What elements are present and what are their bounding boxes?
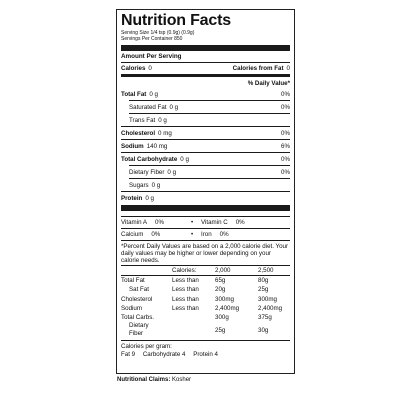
nutrient-amount: 0 g: [149, 90, 158, 98]
calories-value: 0: [148, 65, 152, 72]
nutrient-label: Sodium: [121, 142, 144, 150]
calories-fat-value: 0: [286, 65, 290, 72]
table-cell: 30g: [258, 326, 269, 334]
amount-per-serving: Amount Per Serving: [121, 53, 182, 60]
table-row: [121, 322, 290, 338]
serving-info: [121, 31, 290, 42]
table-cell: Less than: [172, 295, 199, 303]
separator-dot: •: [191, 231, 194, 238]
vitamin-label: Calcium: [121, 231, 144, 238]
table-cell: 375g: [258, 314, 272, 322]
nutrient-amount: 0 g: [151, 181, 161, 189]
table-cell: [172, 322, 215, 338]
separator-dot: •: [191, 219, 194, 226]
table-cell: [172, 313, 215, 322]
table-row: [121, 313, 290, 322]
nutritional-claims: [117, 377, 191, 383]
table-cell: Less than: [172, 277, 199, 285]
table-row: [121, 276, 290, 286]
nutrient-amount: 0 mg: [158, 129, 172, 137]
calories-row: [121, 63, 290, 74]
cpg-protein: Protein 4: [193, 350, 218, 358]
daily-value-table: [121, 266, 290, 338]
table-cell: Total Fat: [121, 277, 145, 285]
footnote: *Percent Daily Values are based on a 2,000 calorie diet. Your daily values may be higher or lower depending on your calorie needs.: [121, 243, 289, 264]
nutrient-daily-value: 0%: [281, 129, 290, 137]
table-cell: 2,400mg: [258, 304, 283, 312]
nutrient-daily-value: 6%: [281, 142, 290, 150]
nutrient-daily-value: 0%: [281, 103, 290, 111]
nutrient-label: Sugars: [129, 181, 149, 189]
calories-per-gram: [121, 343, 290, 358]
table-cell: 25g: [215, 326, 226, 334]
vitamin-label: Iron: [201, 231, 212, 238]
divider: [121, 340, 290, 341]
vitamin-label: Vitamin A: [121, 219, 148, 226]
table-cell: Sodium: [121, 304, 142, 312]
nutrient-row: [121, 101, 290, 113]
vitamin-value: 0%: [235, 219, 245, 226]
label-title: Nutrition Facts: [121, 12, 231, 29]
table-cell: Less than: [172, 304, 199, 312]
table-row: [121, 285, 290, 294]
vitamin-value: 0%: [151, 231, 161, 238]
table-cell: Less than: [172, 286, 199, 294]
nutrient-row: [121, 127, 290, 139]
table-cell: 300g: [215, 314, 229, 322]
table-cell: 25g: [258, 286, 269, 294]
vitamin-row: [121, 229, 290, 240]
nutrition-label: [116, 9, 295, 374]
table-row: [121, 304, 290, 313]
nutrient-row: [121, 166, 290, 178]
nutrient-amount: 0 g: [167, 168, 177, 176]
cpg-carb: Carbohydrate 4: [142, 350, 186, 358]
table-cell: 80g: [258, 277, 269, 285]
nutrient-label: Total Fat: [121, 90, 147, 98]
cpg-fat: Fat 9: [121, 350, 136, 358]
fiber-label: Dietary: [129, 322, 149, 330]
nutrient-daily-value: 0%: [281, 90, 290, 98]
vitamin-value: 0%: [155, 219, 164, 226]
table-row: [121, 295, 290, 304]
fiber-label: Fiber: [129, 330, 144, 338]
nutrient-daily-value: 0%: [281, 155, 290, 163]
nutrient-amount: 0 g: [158, 116, 167, 124]
table-cell: 2,500: [258, 267, 274, 275]
claims-label: Nutritional Claims:: [117, 377, 171, 383]
nutrient-label: Cholesterol: [121, 129, 156, 137]
nutrient-label: Total Carbohydrate: [121, 155, 178, 163]
table-cell: 20g: [215, 286, 226, 294]
nutrient-amount: 0 g: [145, 194, 154, 202]
claims-value: Kosher: [172, 377, 192, 383]
nutrient-label: Trans Fat: [129, 116, 156, 124]
calories-label: Calories: [121, 65, 146, 72]
table-cell: 300mg: [258, 295, 277, 303]
nutrient-row: [121, 88, 290, 100]
table-cell: 2,400mg: [215, 304, 240, 312]
nutrient-row: [121, 153, 290, 165]
serving-size: Serving Size 1/4 tsp (0.9g) (0.9g): [121, 30, 195, 36]
table-cell: 2,000: [215, 267, 231, 275]
servings-per-container: Servings Per Container 850: [121, 35, 183, 42]
table-cell: [121, 322, 172, 338]
nutrient-row: [121, 192, 290, 204]
table-cell: 300mg: [215, 295, 234, 303]
nutrient-amount: 140 mg: [146, 142, 168, 150]
vitamin-value: 0%: [219, 231, 229, 238]
nutrient-label: Dietary Fiber: [129, 168, 165, 176]
nutrient-amount: 0 g: [169, 103, 179, 111]
nutrient-list: [121, 88, 290, 204]
table-cell: 65g: [215, 277, 226, 285]
vitamin-row: [121, 217, 290, 228]
calories-per-gram-label: Calories per gram:: [121, 343, 172, 351]
table-cell: Sat Fat: [129, 286, 149, 294]
divider: [121, 240, 290, 241]
vitamin-list: [121, 217, 290, 240]
vitamin-label: Vitamin C: [201, 219, 228, 226]
nutrient-row: [121, 179, 290, 191]
nutrient-label: Saturated Fat: [129, 103, 167, 111]
nutrient-amount: 0 g: [180, 155, 189, 163]
calories-fat-label: Calories from Fat: [232, 65, 284, 72]
table-cell: Cholesterol: [121, 295, 153, 303]
nutrient-label: Protein: [121, 194, 143, 202]
nutrient-row: [121, 114, 290, 126]
table-header: [121, 266, 290, 276]
table-cell: [121, 266, 172, 276]
daily-value-header: % Daily Value*: [247, 80, 290, 87]
table-cell: Calories:: [172, 267, 197, 275]
nutrient-daily-value: 0%: [281, 168, 290, 176]
table-cell: Total Carbs.: [121, 314, 155, 322]
nutrient-row: [121, 140, 290, 152]
